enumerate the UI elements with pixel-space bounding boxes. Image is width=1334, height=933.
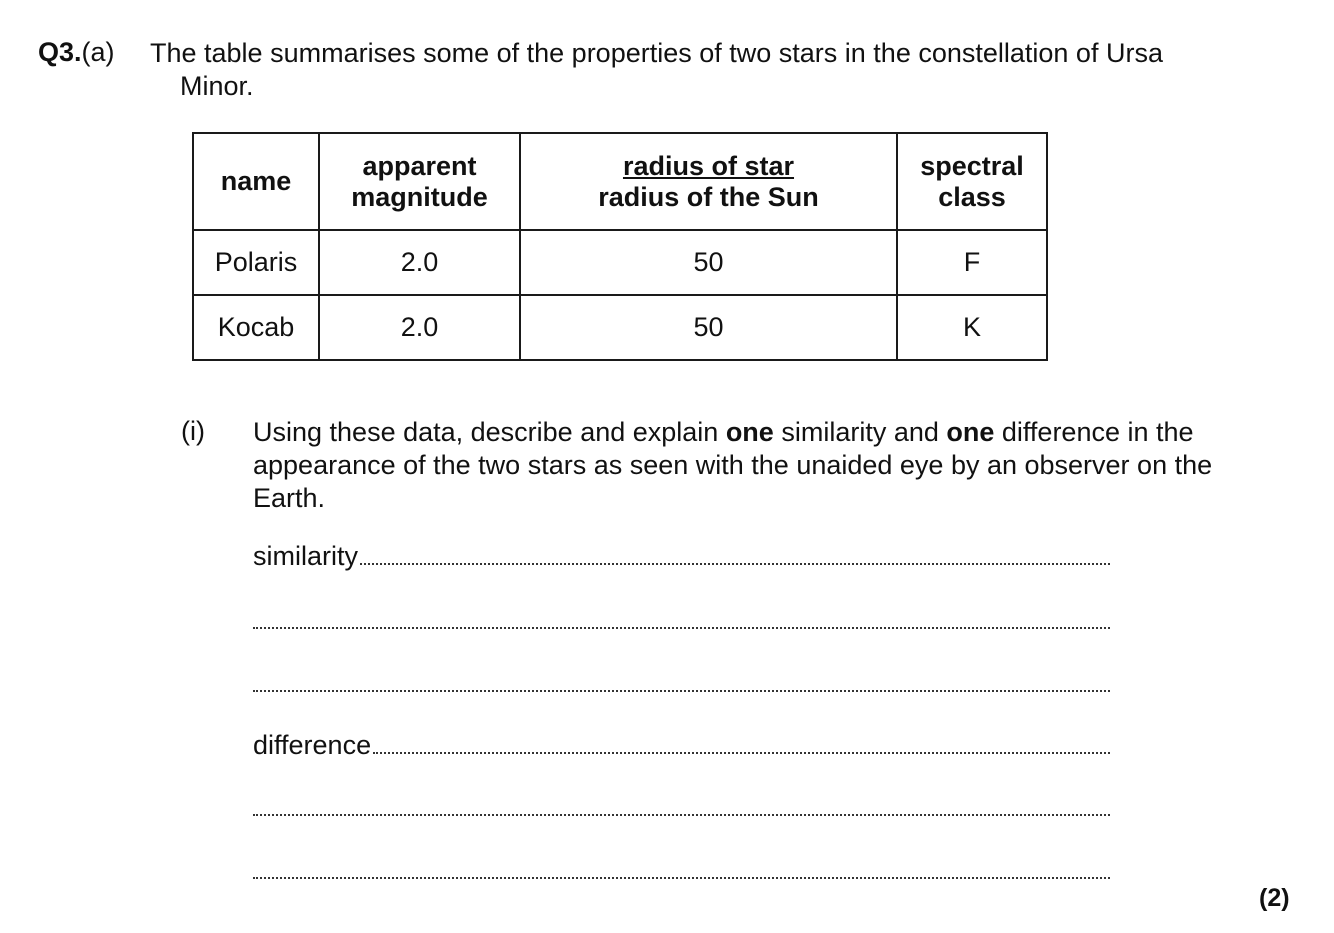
question-intro [150, 37, 1210, 103]
difference-answer-line-3[interactable] [253, 855, 1110, 879]
table-row [193, 295, 1047, 360]
header-apparent-magnitude: apparent magnitude [319, 133, 520, 230]
cell-magnitude: 2.0 [319, 295, 520, 360]
header-spectral-class: spectral class [897, 133, 1047, 230]
table-header-row [193, 133, 1047, 230]
marks-label: (2) [1259, 884, 1290, 912]
cell-radius: 50 [520, 295, 897, 360]
question-number: Q3.(a) [38, 37, 115, 67]
similarity-answer-line-2[interactable] [253, 605, 1110, 629]
subquestion-text: Using these data, describe and explain one similarity and one difference in the appearance of the two stars as seen with the unaided eye by an observer on the Earth. [253, 417, 1213, 513]
header-name: name [193, 133, 319, 230]
radius-ratio-denominator: radius of the Sun [598, 181, 819, 212]
cell-spectral-class: K [897, 295, 1047, 360]
difference-answer-line-2[interactable] [253, 792, 1110, 816]
similarity-answer-line-1[interactable] [253, 541, 1110, 572]
cell-spectral-class: F [897, 230, 1047, 295]
star-properties-table [192, 132, 1048, 361]
cell-radius: 50 [520, 230, 897, 295]
header-radius-ratio [520, 133, 897, 230]
cell-magnitude: 2.0 [319, 230, 520, 295]
difference-label: difference [253, 730, 372, 760]
similarity-answer-line-3[interactable] [253, 668, 1110, 692]
table-row [193, 230, 1047, 295]
question-intro-line-1: The table summarises some of the properties of two stars in the constellation of Ursa [150, 38, 1163, 68]
cell-name: Kocab [193, 295, 319, 360]
cell-name: Polaris [193, 230, 319, 295]
similarity-label: similarity [253, 541, 358, 571]
question-intro-line-2: Minor. [180, 71, 254, 101]
difference-answer-line-1[interactable] [253, 730, 1110, 761]
subquestion-label: (i) [181, 416, 205, 446]
radius-ratio-numerator: radius of star [622, 150, 795, 181]
